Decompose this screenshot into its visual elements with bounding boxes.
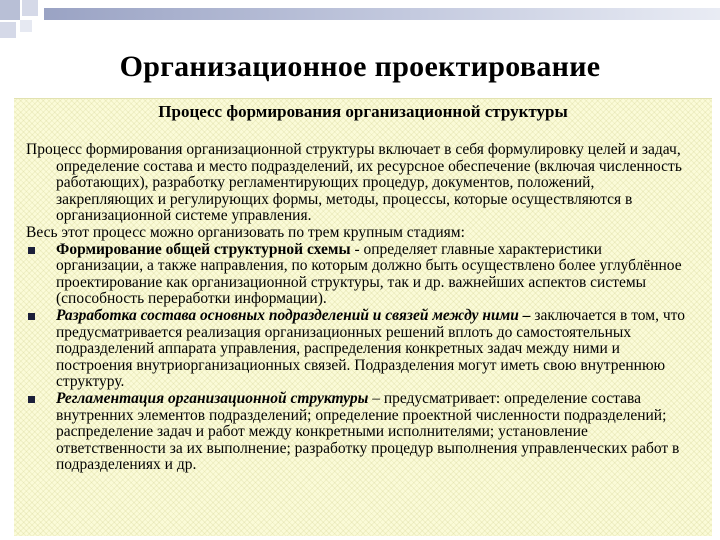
bullet-term: Формирование общей структурной схемы bbox=[56, 240, 351, 258]
square-bullet-icon bbox=[28, 396, 35, 403]
list-item bbox=[26, 242, 692, 308]
slide-subtitle: Процесс формирования организационной структуры bbox=[158, 102, 568, 121]
bullet-term: Разработка состава основных подразделений и связей между ними – bbox=[56, 306, 531, 324]
bullet-term: Регламентация организационной структуры bbox=[56, 389, 369, 407]
bullet-text: – предусматривает: определение состава внутренних элементов подразделений; определение проектной численности подразделений; распределение задач и работ между конкретными исполнителями; установление ответственности за их выполнение; разработку процедур выполнения управленческих работ в подразделениях и др. bbox=[56, 389, 680, 474]
slide-body bbox=[26, 142, 692, 474]
decor-square bbox=[20, 20, 32, 32]
decor-top-bar bbox=[44, 8, 720, 20]
list-item bbox=[26, 308, 692, 391]
list-item bbox=[26, 391, 692, 474]
decor-square bbox=[0, 0, 20, 20]
square-bullet-icon bbox=[28, 313, 35, 320]
decor-square bbox=[0, 22, 16, 38]
decor-square bbox=[22, 0, 38, 16]
intro-paragraph: Процесс формирования организационной структуры включает в себя формулировку целей и задач, определение состава и место подразделений, их ресурсное обеспечение (включая численность работающих), разработку регламентирующих процедур, документов, положений, закрепляющих и регулирующих формы, методы, процессы, которые осуществляются в организационной системе управления. bbox=[26, 141, 682, 225]
bullet-text: - определяет главные характеристики организации, а также направления, по которым должно быть осуществлено более углублённое проектирование как организационной структуры, так и др. важнейших аспектов системы (способность переработки информации). bbox=[56, 240, 682, 308]
stages-intro: Весь этот процесс можно организовать по трем крупным стадиям: bbox=[26, 223, 465, 241]
slide-title: Организационное проектирование bbox=[119, 50, 601, 83]
bullet-text: заключается в том, что предусматривается реализация организационных решений вплоть до самостоятельных подразделений аппарата управления, распределения конкретных задач между ними и построения внутриорганизационных связей. Подразделения могут иметь свою внутреннюю структуру. bbox=[56, 306, 685, 391]
square-bullet-icon bbox=[28, 247, 35, 254]
